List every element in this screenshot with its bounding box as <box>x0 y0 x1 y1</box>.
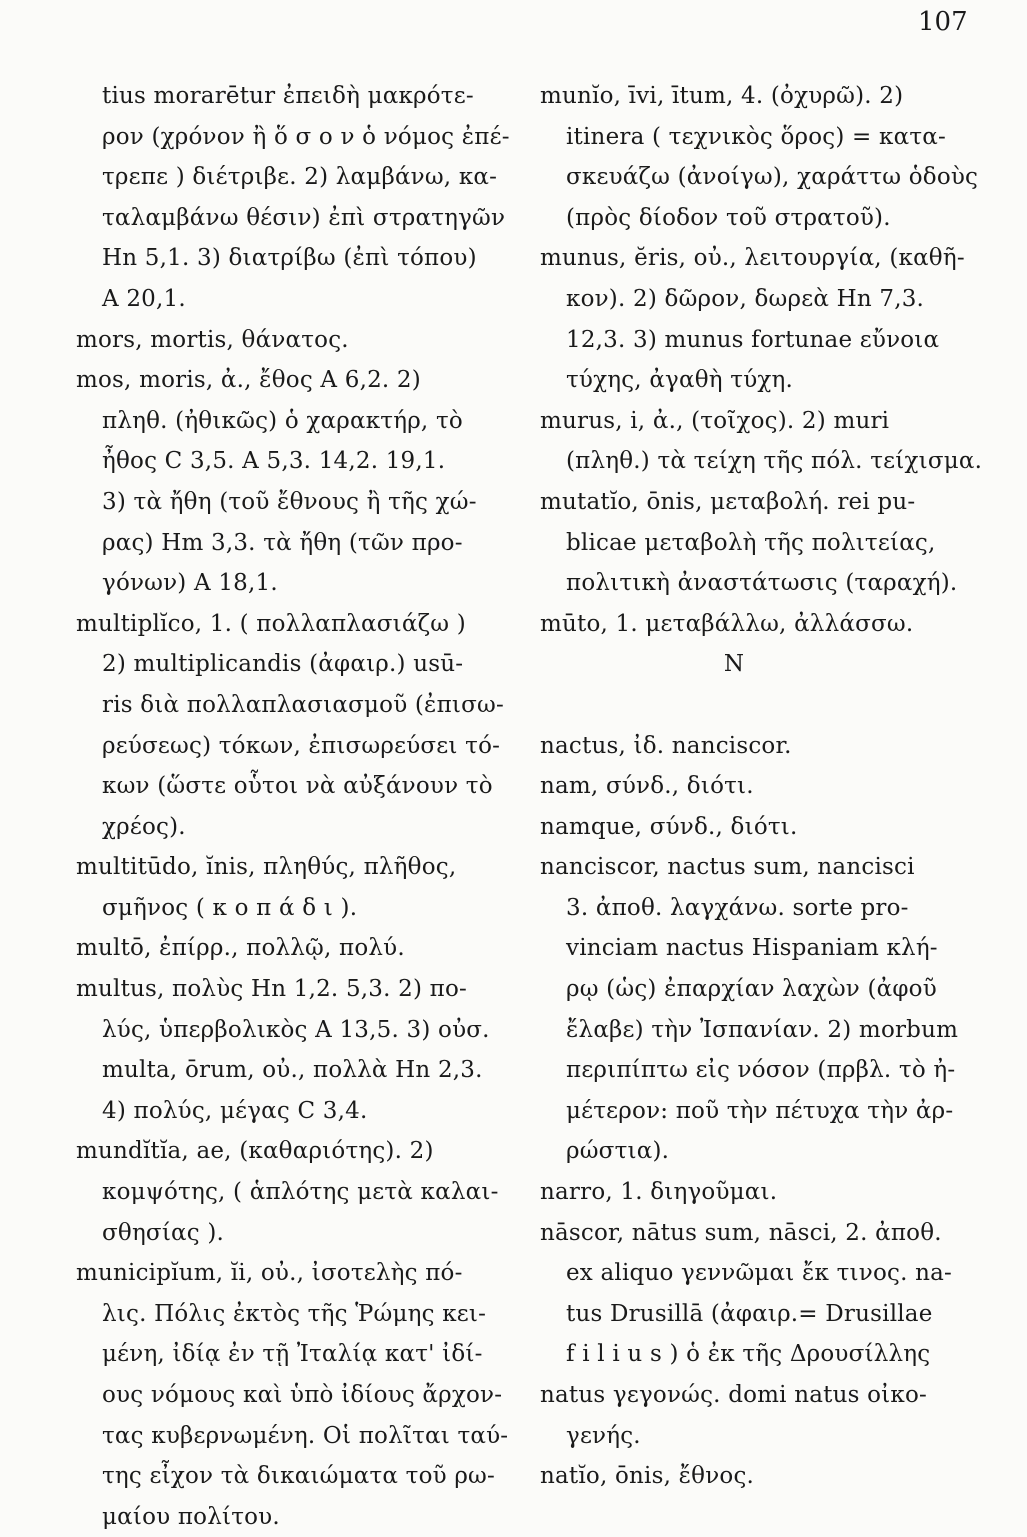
entry-headword-line: nanciscor, nactus sum, nancisci <box>540 854 915 881</box>
entry-headword-line: natĭo, ōnis, ἔθνος. <box>540 1463 755 1490</box>
entry-headword-line: nactus, ἰδ. nanciscor. <box>540 732 792 759</box>
entry-headword-line: multus, πολὺς Hn 1,2. 5,3. 2) πο- <box>76 976 468 1003</box>
entry-continuation-line: tus Drusillā (ἀφαιρ.= Drusillae <box>566 1300 933 1327</box>
entry-continuation-line: ταλαμβάνω θέσιν) ἐπὶ στρατηγῶν <box>102 204 506 231</box>
entry-continuation-line: ρώστια). <box>566 1138 670 1165</box>
entry-headword-line: municipĭum, ĭi, οὐ., ἰσοτελὴς πό- <box>76 1260 463 1287</box>
entry-headword-line: munus, ĕris, οὐ., λειτουργία, (καθῆ- <box>540 245 965 272</box>
entry-headword-line: mūto, 1. μεταβάλλω, ἀλλάσσω. <box>540 610 914 637</box>
entry-headword-line: mundĭtĭa, ae, (καθαριότης). 2) <box>76 1138 434 1165</box>
entry-continuation-line: blicae μεταβολὴ τῆς πολιτείας, <box>566 529 936 556</box>
entry-continuation-line: τύχης, ἀγαθὴ τύχη. <box>566 367 794 394</box>
entry-headword-line: mutatĭo, ōnis, μεταβολή. rei pu- <box>540 488 916 515</box>
entry-continuation-line: σμῆνος ( κ ο π ά δ ι ). <box>102 894 358 921</box>
entry-continuation-line: πολιτικὴ ἀναστάτωσις (ταραχή). <box>566 570 958 597</box>
entry-continuation-line: σκευάζω (ἀνοίγω), χαράττω ὁδοὺς <box>566 164 979 191</box>
entry-continuation-line: περιπίπτω εἰς νόσον (πρβλ. τὸ ἠ- <box>566 1057 956 1084</box>
entry-continuation-line: της εἶχον τὰ δικαιώματα τοῦ ρω- <box>102 1463 495 1490</box>
entry-continuation-line: κων (ὥστε οὗτοι νὰ αὐξάνουν τὸ <box>102 773 493 800</box>
entry-headword-line: namque, σύνδ., διότι. <box>540 813 798 840</box>
entry-headword-line: nam, σύνδ., διότι. <box>540 773 754 800</box>
entry-continuation-line: vinciam nactus Hispaniam κλή- <box>566 935 938 962</box>
entry-continuation-line: ex aliquo γεννῶμαι ἔκ τινος. na- <box>566 1260 953 1287</box>
entry-headword-line: narro, 1. διηγοῦμαι. <box>540 1179 778 1206</box>
entry-continuation-line: λις. Πόλις ἐκτὸς τῆς Ῥώμης κει- <box>102 1300 487 1327</box>
entry-headword-line: multō, ἐπίρρ., πολλῷ, πολύ. <box>76 935 405 962</box>
blank-line <box>540 685 968 726</box>
entry-continuation-line: γενής. <box>566 1422 641 1449</box>
entry-continuation-line: κομψότης, ( ἁπλότης μετὰ καλαι- <box>102 1179 499 1206</box>
section-letter: N <box>723 651 745 678</box>
entry-continuation-line: τρεπε ) διέτριβε. 2) λαμβάνω, κα- <box>102 164 498 191</box>
entry-continuation-line: ris διὰ πολλαπλασιασμοῦ (ἐπισω- <box>102 691 504 718</box>
entry-headword-line: mos, moris, ἀ., ἔθος A 6,2. 2) <box>76 367 421 394</box>
entry-continuation-line: A 20,1. <box>102 285 186 312</box>
entry-continuation-line: λύς, ὑπερβολικὸς A 13,5. 3) οὐσ. <box>102 1016 490 1043</box>
entry-continuation-line: 3) τὰ ἤθη (τοῦ ἔθνους ἢ τῆς χώ- <box>102 488 477 515</box>
entry-continuation-line: μένη, ἰδίᾳ ἐν τῇ Ἰταλίᾳ κατ' ἰδί- <box>102 1341 483 1368</box>
entry-continuation-line: ρας) Hm 3,3. τὰ ἤθη (τῶν προ- <box>102 529 463 556</box>
entry-continuation-line: 2) multiplicandis (ἀφαιρ.) usū- <box>102 651 464 678</box>
page-number: 107 <box>918 7 968 37</box>
entry-continuation-line: f i l i u s ) ὁ ἐκ τῆς Δρουσίλλης <box>566 1341 931 1368</box>
entry-continuation-line: ρῳ (ὡς) ἐπαρχίαν λαχὼν (ἀφοῦ <box>566 976 937 1003</box>
entry-headword-line: multiplĭco, 1. ( πολλαπλασιάζω ) <box>76 610 466 637</box>
entry-continuation-line: σθησίας ). <box>102 1219 225 1246</box>
entry-continuation-line: κον). 2) δῶρον, δωρεὰ Hn 7,3. <box>566 285 925 312</box>
entry-headword-line: murus, i, ἀ., (τοῖχος). 2) muri <box>540 407 890 434</box>
entry-continuation-line: Hn 5,1. 3) διατρίβω (ἐπὶ τόπου) <box>102 245 477 272</box>
entry-continuation-line: μέτερον: ποῦ τὴν πέτυχα τὴν ἀρ- <box>566 1097 954 1124</box>
entry-continuation-line: ρεύσεως) τόκων, ἐπισωρεύσει τό- <box>102 732 501 759</box>
entry-headword-line: munĭo, īvi, ītum, 4. (ὀχυρῶ). 2) <box>540 83 904 109</box>
entry-continuation-line: 12,3. 3) munus fortunae εὔνοια <box>566 326 940 353</box>
entry-continuation-line: ρον (χρόνον ἢ ὅ σ ο ν ὁ νόμος ἐπέ- <box>102 123 510 150</box>
entry-continuation-line: (πληθ.) τὰ τείχη τῆς πόλ. τείχισμα. <box>566 448 983 475</box>
right-column <box>540 76 983 1497</box>
entry-continuation-line: itinera ( τεχνικὸς ὅρος) = κατα- <box>566 123 946 150</box>
entry-continuation-line: ἦθος C 3,5. A 5,3. 14,2. 19,1. <box>102 448 446 475</box>
entry-continuation-line: μαίου πολίτου. <box>102 1503 280 1530</box>
entry-continuation-line: (πρὸς δίοδον τοῦ στρατοῦ). <box>566 204 891 231</box>
entry-headword-line: natus γεγονώς. domi natus οἰκο- <box>540 1382 927 1408</box>
entry-continuation-line: multa, ōrum, οὐ., πολλὰ Hn 2,3. <box>102 1057 483 1084</box>
entry-headword-line: multitūdo, ĭnis, πληθύς, πλῆθος, <box>76 854 457 881</box>
entry-headword-line: mors, mortis, θάνατος. <box>76 326 349 353</box>
entry-continuation-line: ἔλαβε) τὴν Ἰσπανίαν. 2) morbum <box>566 1016 959 1043</box>
left-column <box>76 76 508 1537</box>
entry-continuation-line: χρέος). <box>102 813 186 840</box>
entry-continuation-line: ους νόμους καὶ ὑπὸ ἰδίους ἄρχον- <box>102 1382 503 1408</box>
entry-headword-line: nāscor, nātus sum, nāsci, 2. ἀποθ. <box>540 1219 942 1246</box>
entry-continuation-line: γόνων) A 18,1. <box>102 570 278 597</box>
entry-continuation-line: 3. ἀποθ. λαγχάνω. sorte pro- <box>566 894 909 921</box>
entry-continuation-line: 4) πολύς, μέγας C 3,4. <box>102 1097 368 1124</box>
entry-continuation-line: tius morarētur ἐπειδὴ μακρότε- <box>102 83 474 109</box>
entry-continuation-line: τας κυβερνωμένη. Οἱ πολῖται ταύ- <box>102 1422 509 1449</box>
entry-continuation-line: πληθ. (ἠθικῶς) ὁ χαρακτήρ, τὸ <box>102 407 463 434</box>
